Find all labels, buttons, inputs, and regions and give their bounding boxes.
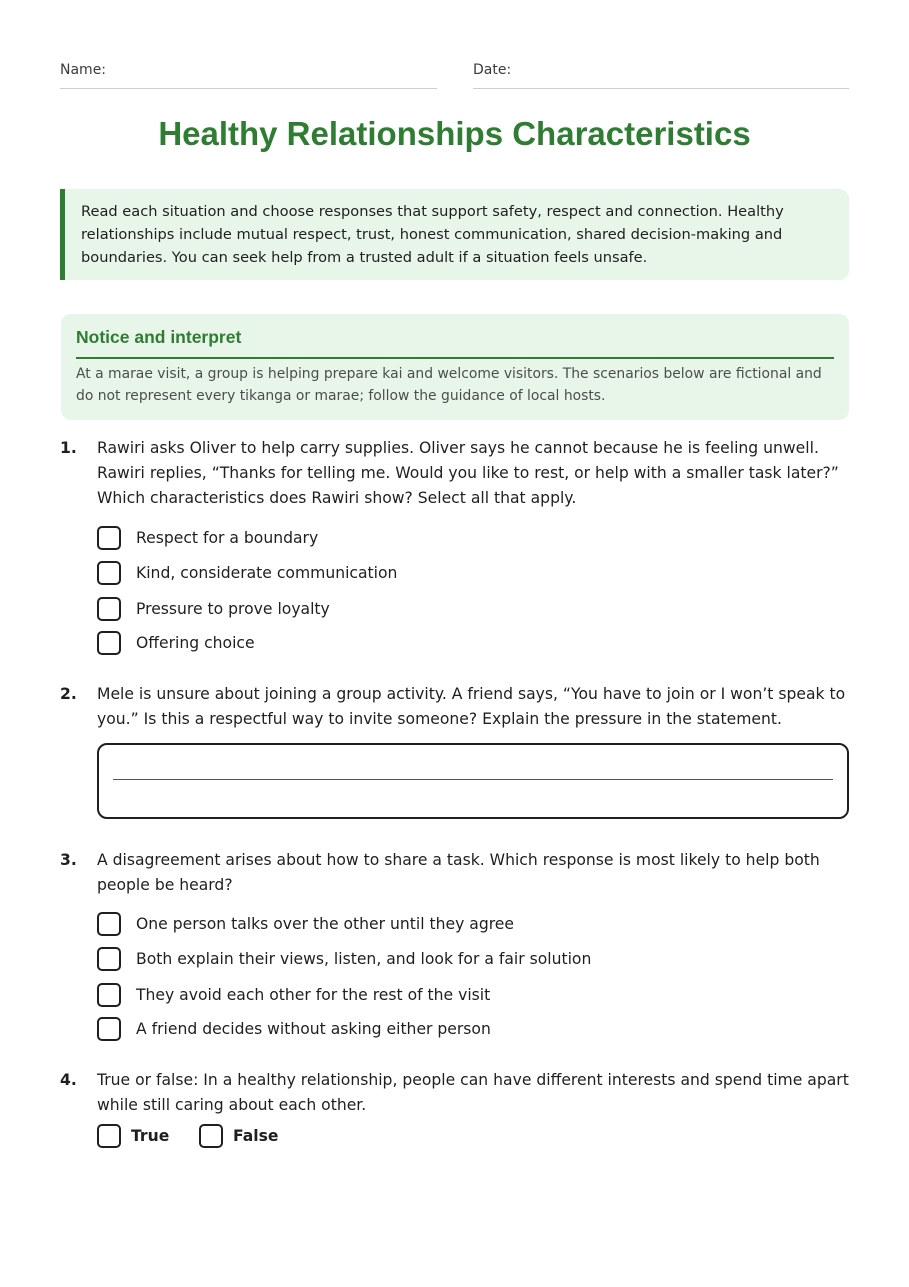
option-false[interactable] xyxy=(199,1124,299,1150)
option-kind-communication[interactable] xyxy=(97,561,797,588)
checkbox[interactable] xyxy=(199,1124,223,1148)
checkbox[interactable] xyxy=(97,631,121,655)
option-offering-choice[interactable] xyxy=(97,631,797,658)
option-label: One person talks over the other until they agree xyxy=(136,915,514,933)
option-label: They avoid each other for the rest of the visit xyxy=(136,986,491,1004)
answer-box[interactable] xyxy=(97,743,849,819)
checkbox[interactable] xyxy=(97,1017,121,1041)
option-avoid-each-other[interactable] xyxy=(97,983,797,1010)
option-label: Both explain their views, listen, and look for a fair solution xyxy=(136,950,592,968)
option-true[interactable] xyxy=(97,1124,187,1150)
checkbox[interactable] xyxy=(97,912,121,936)
date-field[interactable] xyxy=(473,60,849,89)
question-text: True or false: In a healthy relationship, people can have different interests and spend time apart while still caring about each other. xyxy=(97,1071,849,1114)
question-3 xyxy=(60,848,849,1048)
option-pressure-loyalty[interactable] xyxy=(97,597,797,624)
checkbox[interactable] xyxy=(97,947,121,971)
option-both-explain[interactable] xyxy=(97,947,797,974)
option-label: Respect for a boundary xyxy=(136,529,319,547)
notice-heading: Notice and interpret xyxy=(76,324,834,359)
checkbox[interactable] xyxy=(97,1124,121,1148)
instructions-callout: Read each situation and choose responses that support safety, respect and connection. Healthy relationships include mutual respect, trust, honest communication, shared decision-making and boundaries. You can seek help from a trusted adult if a situation feels unsafe. xyxy=(60,189,849,280)
question-text: A disagreement arises about how to share a task. Which response is most likely to help both people be heard? xyxy=(97,851,820,894)
option-friend-decides[interactable] xyxy=(97,1017,797,1044)
option-label: True xyxy=(131,1127,170,1145)
checkbox[interactable] xyxy=(97,597,121,621)
checkbox[interactable] xyxy=(97,983,121,1007)
notice-box xyxy=(61,314,849,420)
option-respect-boundary[interactable] xyxy=(97,526,797,553)
name-label: Name: xyxy=(60,62,107,78)
question-text: Mele is unsure about joining a group activity. A friend says, “You have to join or I won’t speak to you.” Is this a respectful way to invite someone? Explain the pressure in the statement. xyxy=(97,685,846,728)
option-label: Offering choice xyxy=(136,634,255,652)
checkbox[interactable] xyxy=(97,526,121,550)
answer-line xyxy=(113,779,833,780)
date-label: Date: xyxy=(473,62,512,78)
option-label: False xyxy=(233,1127,279,1145)
question-2 xyxy=(60,682,849,822)
question-number: 3. xyxy=(60,851,77,869)
notice-body: At a marae visit, a group is helping prepare kai and welcome visitors. The scenarios below are fictional and do not represent every tikanga or marae; follow the guidance of local hosts. xyxy=(76,366,822,404)
option-label: Pressure to prove loyalty xyxy=(136,600,330,618)
option-label: Kind, considerate communication xyxy=(136,564,398,582)
name-field[interactable] xyxy=(60,60,437,89)
option-talks-over[interactable] xyxy=(97,912,797,939)
question-number: 4. xyxy=(60,1071,77,1089)
page-title: Healthy Relationships Characteristics xyxy=(158,115,751,152)
checkbox[interactable] xyxy=(97,561,121,585)
question-1 xyxy=(60,436,849,661)
question-text: Rawiri asks Oliver to help carry supplies. Oliver says he cannot because he is feeling unwell. Rawiri replies, “Thanks for telling me. Would you like to rest, or help with a smaller task later?” Which characteristics does Rawiri show? Select all that apply. xyxy=(97,439,839,507)
question-number: 1. xyxy=(60,439,77,457)
question-4 xyxy=(60,1068,849,1158)
option-label: A friend decides without asking either person xyxy=(136,1020,491,1038)
question-number: 2. xyxy=(60,685,77,703)
